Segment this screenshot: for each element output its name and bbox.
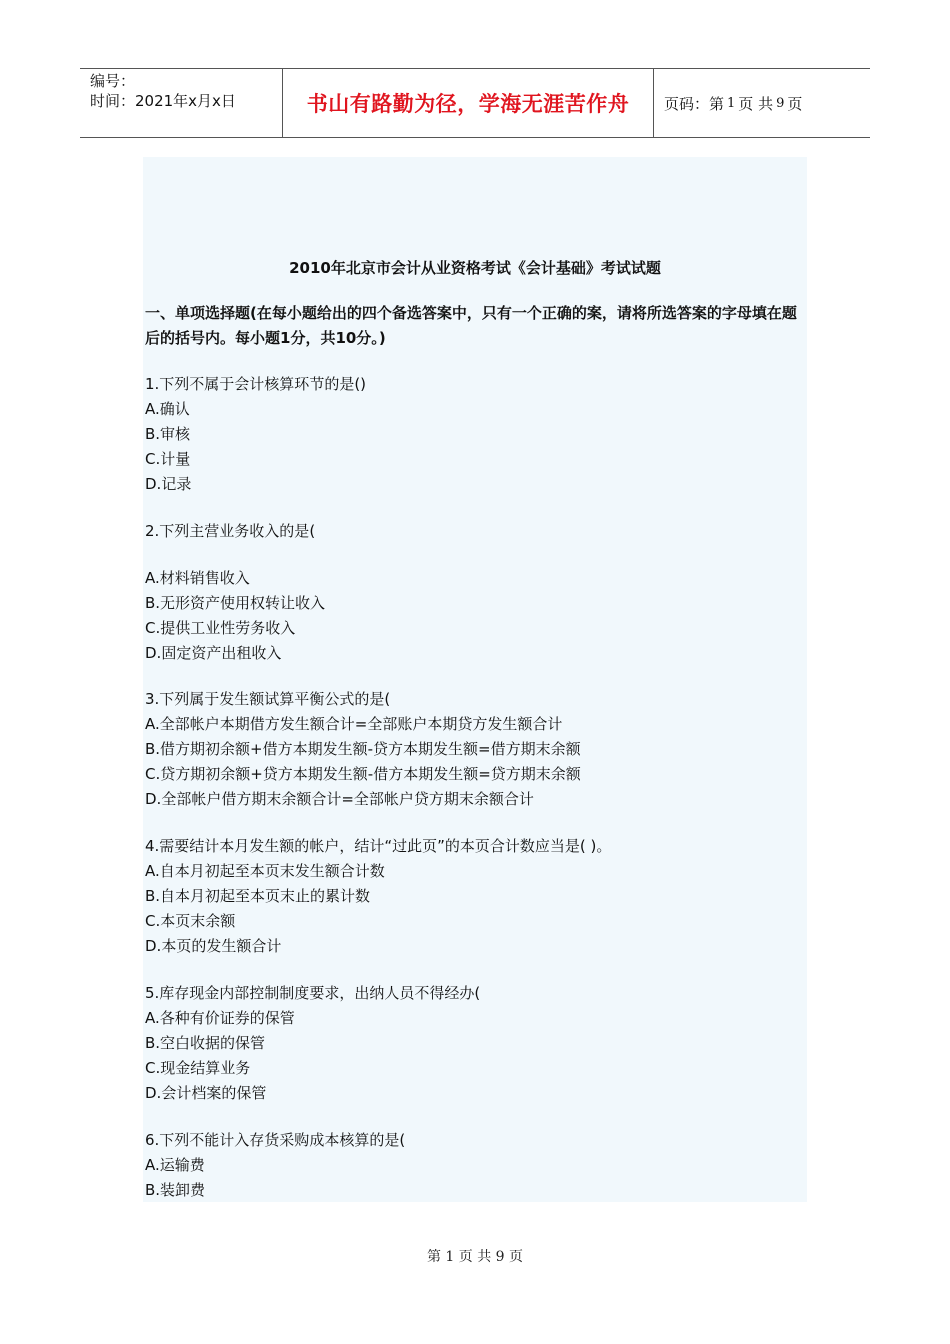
page-suffix: 页 <box>787 94 803 113</box>
number-label: 编号： <box>90 72 136 90</box>
option-c: C.本页末余额 <box>145 912 236 930</box>
header-page-info <box>654 69 870 137</box>
question-6 <box>145 1128 795 1203</box>
question-stem: 3.下列属于发生额试算平衡公式的是( <box>145 690 391 708</box>
question-stem: 5.库存现金内部控制制度要求，出纳人员不得经办( <box>145 984 481 1002</box>
option-a: A.自本月初起至本页末发生额合计数 <box>145 862 385 880</box>
header-motto: 书山有路勤为径，学海无涯苦作舟 <box>282 69 654 137</box>
page-prefix: 页码：第 <box>664 94 725 113</box>
option-b: B.自本月初起至本页末止的累计数 <box>145 887 371 905</box>
page-current: 1 <box>727 95 736 111</box>
option-d: D.本页的发生额合计 <box>145 937 282 955</box>
question-stem: 4.需要结计本月发生额的帐户，结计“过此页”的本页合计数应当是( )。 <box>145 837 612 855</box>
page-footer: 第 1 页 共 9 页 <box>426 1249 524 1265</box>
option-d: D.会计档案的保管 <box>145 1084 267 1102</box>
option-c: C.提供工业性劳务收入 <box>145 619 296 637</box>
question-4 <box>145 834 795 959</box>
option-a: A.运输费 <box>145 1156 205 1174</box>
option-d: D.记录 <box>145 475 192 493</box>
page-header <box>80 68 870 138</box>
question-stem: 6.下列不能计入存货采购成本核算的是( <box>145 1131 406 1149</box>
question-stem: 1.下列不属于会计核算环节的是() <box>145 375 367 393</box>
question-5 <box>145 981 795 1106</box>
option-b: B.空白收据的保管 <box>145 1034 266 1052</box>
option-a: A.材料销售收入 <box>145 569 250 587</box>
option-b: B.审核 <box>145 425 191 443</box>
section-heading: 一、单项选择题(在每小题给出的四个备选答案中，只有一个正确的案，请将所选答案的字母填在题后的括号内。每小题1分，共10分。) <box>145 304 797 347</box>
question-stem: 2.下列主营业务收入的是( <box>145 522 316 540</box>
option-a: A.全部帐户本期借方发生额合计=全部账户本期贷方发生额合计 <box>145 715 563 733</box>
time-label: 时间：2021年x月x日 <box>90 92 236 110</box>
document-title: 2010年北京市会计从业资格考试《会计基础》考试试题 <box>289 259 661 277</box>
option-b: B.无形资产使用权转让收入 <box>145 594 326 612</box>
option-d: D.全部帐户借方期末余额合计=全部帐户贷方期末余额合计 <box>145 790 534 808</box>
option-d: D.固定资产出租收入 <box>145 644 282 662</box>
page-mid: 页 共 <box>738 94 774 113</box>
option-b: B.借方期初余额+借方本期发生额-贷方本期发生额=借方期末余额 <box>145 740 581 758</box>
question-1 <box>145 372 795 497</box>
option-a: A.各种有价证券的保管 <box>145 1009 295 1027</box>
question-2 <box>145 519 795 666</box>
header-meta <box>80 69 282 137</box>
question-3 <box>145 687 795 812</box>
document-panel <box>143 157 807 1202</box>
page-total: 9 <box>776 95 785 111</box>
option-b: B.装卸费 <box>145 1181 206 1199</box>
option-a: A.确认 <box>145 400 190 418</box>
option-c: C.现金结算业务 <box>145 1059 251 1077</box>
option-c: C.计量 <box>145 450 191 468</box>
option-c: C.贷方期初余额+贷方本期发生额-借方本期发生额=贷方期末余额 <box>145 765 581 783</box>
